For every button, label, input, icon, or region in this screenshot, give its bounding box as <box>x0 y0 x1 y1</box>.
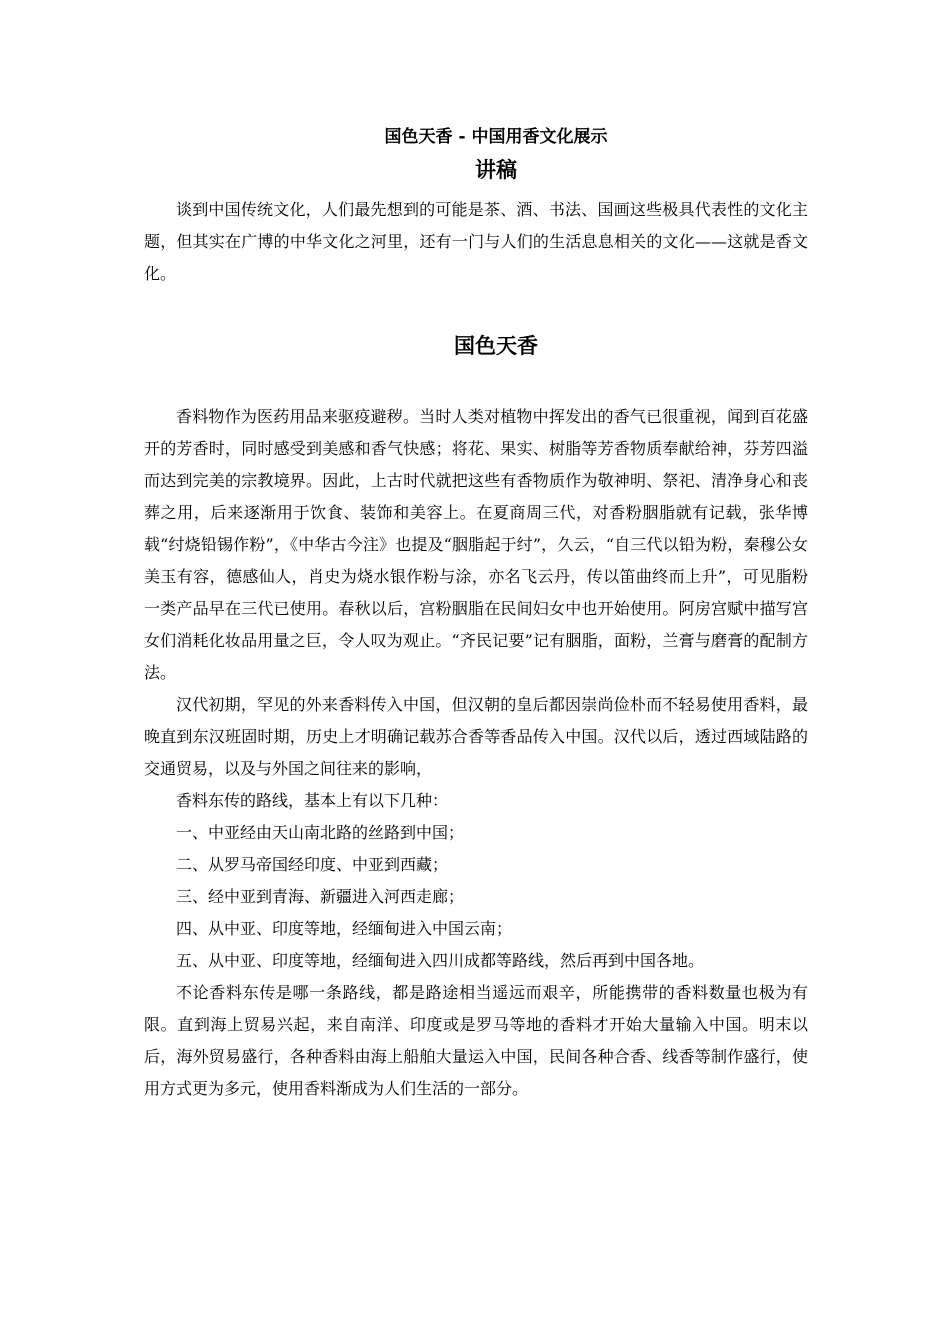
intro-paragraph: 谈到中国传统文化，人们最先想到的可能是茶、酒、书法、国画这些极具代表性的文化主题，但其实在广博的中华文化之河里，还有一门与人们的生活息息相关的文化——这就是香文化。 <box>144 200 808 283</box>
route-item-4: 四、从中亚、印度等地，经缅甸进入中国云南； <box>176 919 513 938</box>
body-paragraph-2: 汉代初期，罕见的外来香料传入中国，但汉朝的皇后都因崇尚俭朴而不轻易使用香料，最晚直到东汉班固时期，历史上才明确记载苏合香等香品传入中国。汉代以后，透过西域陆路的交通贸易，以及与外国之间往来的影响， <box>144 695 808 778</box>
section-heading: 国色天香 <box>454 334 538 358</box>
body-paragraph-1: 香料物作为医药用品来驱疫避秽。当时人类对植物中挥发出的香气已很重视，闻到百花盛开的芳香时，同时感受到美感和香气快感；将花、果实、树脂等芳香物质奉献给神，芬芳四溢而达到完美的宗教境界。因此，上古时代就把这些有香物质作为敬神明、祭祀、清净身心和丧葬之用，后来逐渐用于饮食、装饰和美容上。在夏商周三代，对香粉胭脂就有记载，张华博载“纣烧铅锡作粉”，《中华古今注》也提及“胭脂起于纣”，久云，“自三代以铅为粉，秦穆公女美玉有容，德感仙人，肖史为烧水银作粉与涂，亦名飞云丹，传以笛曲终而上升”，可见脂粉一类产品早在三代已使用。春秋以后，宫粉胭脂在民间妇女中也开始使用。阿房宫赋中描写宫女们消耗化妆品用量之巨，令人叹为观止。“齐民记要”记有胭脂，面粉，兰膏与磨膏的配制方法。 <box>144 407 808 682</box>
route-item-2: 二、从罗马帝国经印度、中亚到西藏； <box>176 855 449 874</box>
document-subtitle: 讲稿 <box>475 158 517 182</box>
intro-block <box>144 194 808 290</box>
body-paragraph-conclusion: 不论香料东传是哪一条路线，都是路途相当遥远而艰辛，所能携带的香料数量也极为有限。直到海上贸易兴起，来自南洋、印度或是罗马等地的香料才开始大量输入中国。明末以后，海外贸易盛行，各种香料由海上船舶大量运入中国，民间各种合香、线香等制作盛行，使用方式更为多元，使用香料渐成为人们生活的一部分。 <box>144 983 808 1098</box>
route-item-5: 五、从中亚、印度等地，经缅甸进入四川成都等路线，然后再到中国各地。 <box>176 951 705 970</box>
route-item-3: 三、经中亚到青海、新疆进入河西走廊； <box>176 887 465 906</box>
route-intro: 香料东传的路线，基本上有以下几种： <box>176 791 449 810</box>
body-text <box>144 401 808 1105</box>
document-title: 国色天香 - 中国用香文化展示 <box>384 127 608 147</box>
route-item-1: 一、中亚经由天山南北路的丝路到中国； <box>176 823 465 842</box>
